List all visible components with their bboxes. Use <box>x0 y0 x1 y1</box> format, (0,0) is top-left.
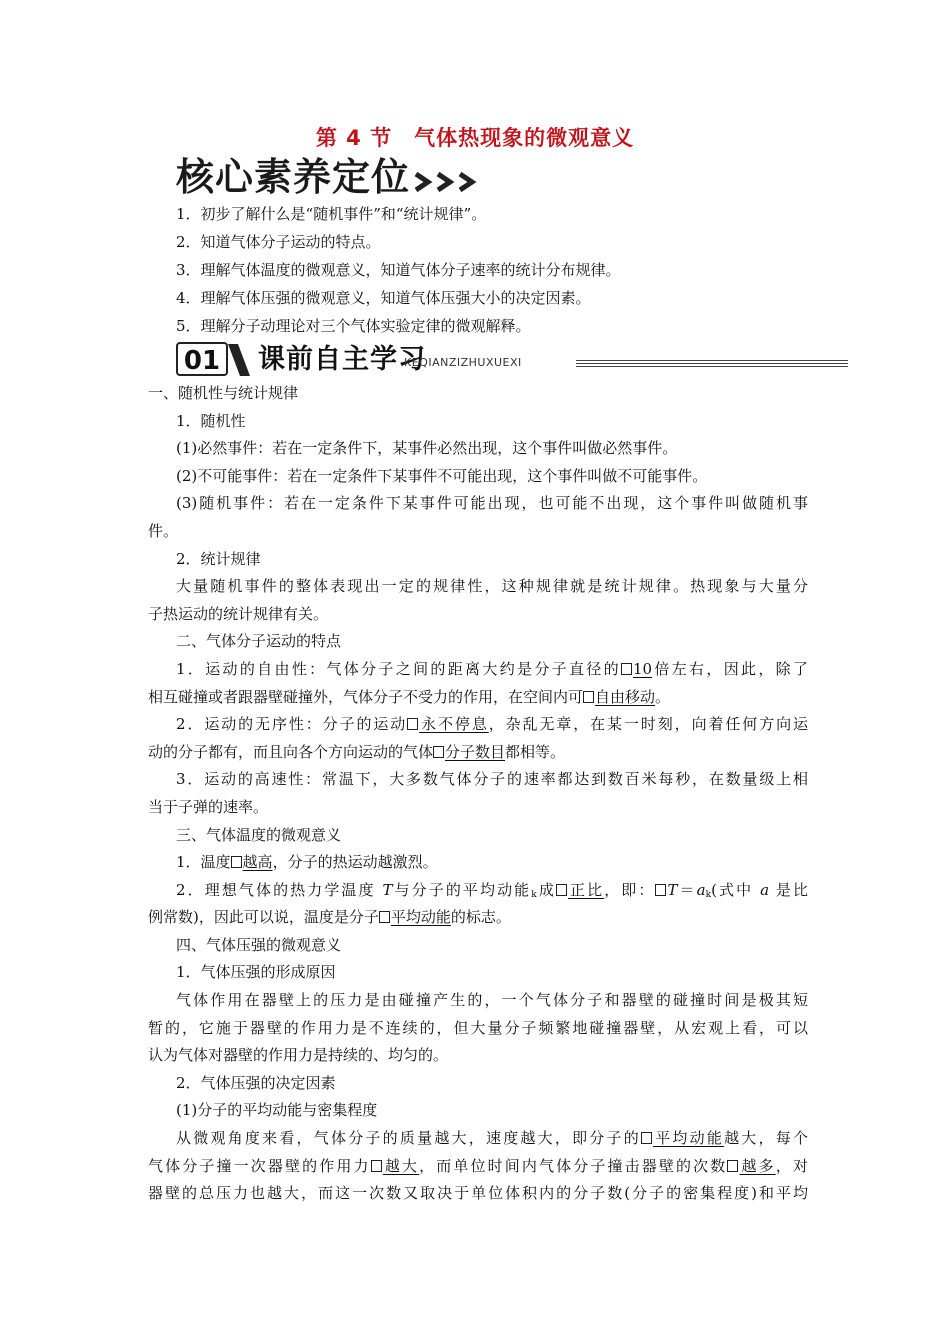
text-line <box>148 932 808 960</box>
text-line <box>148 408 808 436</box>
text-run: (1)必然事件：若在一定条件下，某事件必然出现，这个事件叫做必然事件。 <box>176 439 678 458</box>
text-line <box>148 1015 808 1043</box>
text-run: 动的分子都有，而且向各个方向运动的气体 <box>148 742 434 761</box>
text-line <box>148 656 808 684</box>
learning-goal-item: 1．初步了解什么是“随机事件”和“统计规律”。 <box>176 205 487 223</box>
answer-box-icon <box>655 884 666 896</box>
text-line <box>148 822 808 850</box>
text-line <box>148 463 808 491</box>
section-banner <box>176 340 848 380</box>
text-run: 。 <box>655 687 671 706</box>
page-title: 第 4 节 气体热现象的微观意义 <box>315 126 635 150</box>
learning-goals-list <box>176 200 816 340</box>
section-title: 课前自主学习 <box>258 344 426 375</box>
text-run: 越大，每个 <box>724 1129 808 1148</box>
text-line <box>148 766 808 794</box>
text-line <box>148 684 808 712</box>
text-run: 一、随机性与统计规律 <box>148 384 299 402</box>
text-line <box>148 1125 808 1153</box>
answer-box-icon <box>371 1160 382 1172</box>
text-run: 气体分子撞一次器壁的作用力 <box>148 1156 371 1175</box>
text-line <box>148 904 808 932</box>
text-run: 倍左右，因此，除了 <box>652 659 808 678</box>
answer-box-icon <box>231 856 242 868</box>
learning-goal-item: 4．理解气体压强的微观意义，知道气体压强大小的决定因素。 <box>176 289 591 307</box>
subscript: k <box>705 889 712 900</box>
learning-goal-item: 5．理解分子动理论对三个气体实验定律的微观解释。 <box>176 317 531 335</box>
text-run: 子热运动的统计规律有关。 <box>148 604 329 623</box>
text-run: (3)随机事件：若在一定条件下某事件可能出现，也可能不出现，这个事件叫做随机事 <box>176 494 808 513</box>
text-run: ，杂乱无章，在某一时刻，向着任何方向运 <box>488 715 808 734</box>
fill-in-answer: 平均动能 <box>390 908 451 927</box>
text-line <box>148 877 808 905</box>
text-line <box>148 1153 808 1181</box>
section-number-badge: 01 <box>176 342 228 376</box>
text-run: 例常数)，因此可以说，温度是分子 <box>148 908 379 927</box>
text-line <box>148 1042 808 1070</box>
text-run: (式中 <box>711 880 761 899</box>
fill-in-answer: 10 <box>632 659 653 678</box>
text-line <box>148 573 808 601</box>
text-run: ＝ <box>677 880 697 899</box>
text-run: 大量随机事件的整体表现出一定的规律性，这种规律就是统计规律。热现象与大量分 <box>176 577 808 596</box>
text-run: ，对 <box>775 1156 808 1175</box>
answer-box-icon <box>379 911 390 923</box>
answer-box-icon <box>727 1160 738 1172</box>
text-line <box>148 794 808 822</box>
text-line <box>148 987 808 1015</box>
text-run: 2．统计规律 <box>176 549 261 568</box>
triple-chevron-icon <box>414 171 480 193</box>
section-rule-lines <box>576 360 848 369</box>
text-run: 是比 <box>769 880 808 899</box>
text-run: 3．运动的高速性：常温下，大多数气体分子的速率都达到数百米每秒，在数量级上相 <box>176 770 808 789</box>
math-symbol: a <box>760 880 770 899</box>
fill-in-answer: 自由移动 <box>595 687 656 706</box>
answer-box-icon <box>583 691 594 703</box>
fill-in-answer: 越高 <box>242 853 273 872</box>
body-text <box>148 380 808 1208</box>
text-run: 1．运动的自由性：气体分子之间的距离大约是分子直径的 <box>176 659 621 678</box>
core-literacy-banner <box>176 155 480 199</box>
text-run: 认为气体对器壁的作用力是持续的、均匀的。 <box>148 1046 449 1065</box>
text-run: (2)不可能事件：若在一定条件下某事件不可能出现，这个事件叫做不可能事件。 <box>176 466 708 485</box>
text-run: (1)分子的平均动能与密集程度 <box>176 1101 378 1120</box>
text-run: 2．理想气体的热力学温度 <box>176 880 383 899</box>
text-run: 件。 <box>148 521 179 540</box>
text-run: 气体作用在器壁上的压力是由碰撞产生的，一个气体分子和器壁的碰撞时间是极其短 <box>176 991 808 1010</box>
text-line <box>148 711 808 739</box>
text-line <box>148 435 808 463</box>
text-run: 三、气体温度的微观意义 <box>176 825 342 844</box>
text-line <box>148 601 808 629</box>
text-run: 与分子的平均动能 <box>392 880 532 899</box>
text-line <box>148 1097 808 1125</box>
text-run: 1．温度 <box>176 853 231 872</box>
text-run: 器壁的总压力也越大，而这一次数又取决于单位体积内的分子数(分子的密集程度)和平均 <box>148 1184 808 1203</box>
text-line <box>148 849 808 877</box>
subscript: k <box>531 889 537 900</box>
text-run: 2．气体压强的决定因素 <box>176 1073 336 1092</box>
section-pinyin: KEQIANZIZHUXUEXI <box>404 356 522 369</box>
core-literacy-heading: 核心素养定位 <box>176 155 411 199</box>
text-line <box>148 1070 808 1098</box>
text-line <box>148 628 808 656</box>
fill-in-answer: 越大 <box>382 1156 420 1175</box>
text-line <box>148 959 808 987</box>
fill-in-answer: 正比 <box>567 880 605 899</box>
text-run: ，而单位时间内气体分子撞击器壁的次数 <box>419 1156 728 1175</box>
text-run: 1．气体压强的形成原因 <box>176 963 336 982</box>
text-run: 从微观角度来看，气体分子的质量越大，速度越大，即分子的 <box>176 1129 641 1148</box>
text-run: 1．随机性 <box>176 411 246 430</box>
answer-box-icon <box>433 746 444 758</box>
fill-in-answer: 分子数目 <box>445 742 506 761</box>
text-line <box>148 380 808 408</box>
fill-in-answer: 越多 <box>739 1156 776 1175</box>
math-symbol: a <box>696 880 706 899</box>
answer-box-icon <box>556 884 567 896</box>
text-run: 四、气体压强的微观意义 <box>176 935 342 954</box>
text-line <box>148 546 808 574</box>
text-line <box>148 1180 808 1208</box>
text-run: 相互碰撞或者跟器壁碰撞外，气体分子不受力的作用，在空间内可 <box>148 687 584 706</box>
text-run: 2．运动的无序性：分子的运动 <box>176 715 408 734</box>
text-line <box>148 739 808 767</box>
text-run: ，即： <box>604 880 656 899</box>
math-symbol: T <box>382 880 393 899</box>
learning-goal-item: 2．知道气体分子运动的特点。 <box>176 233 381 251</box>
text-run: 暂的，它施于器壁的作用力是不连续的，但大量分子频繁地碰撞器壁，从宏观上看，可以 <box>148 1018 808 1037</box>
answer-box-icon <box>621 663 632 675</box>
answer-box-icon <box>641 1132 652 1144</box>
text-run: 当于子弹的速率。 <box>148 797 269 816</box>
fill-in-answer: 永不停息 <box>419 715 489 734</box>
learning-goal-item: 3．理解气体温度的微观意义，知道气体分子速率的统计分布规律。 <box>176 261 621 279</box>
fill-in-answer: 平均动能 <box>652 1129 725 1148</box>
text-line <box>148 518 808 546</box>
text-run: 二、气体分子运动的特点 <box>176 632 342 651</box>
slash-decoration-icon <box>224 340 254 380</box>
text-run: ，分子的热运动越激烈。 <box>272 853 438 872</box>
math-symbol: T <box>667 880 678 899</box>
text-run: 的标志。 <box>450 908 511 927</box>
answer-box-icon <box>407 718 418 730</box>
text-run: 都相等。 <box>505 742 566 761</box>
text-run: 成 <box>536 880 556 899</box>
text-line <box>148 490 808 518</box>
